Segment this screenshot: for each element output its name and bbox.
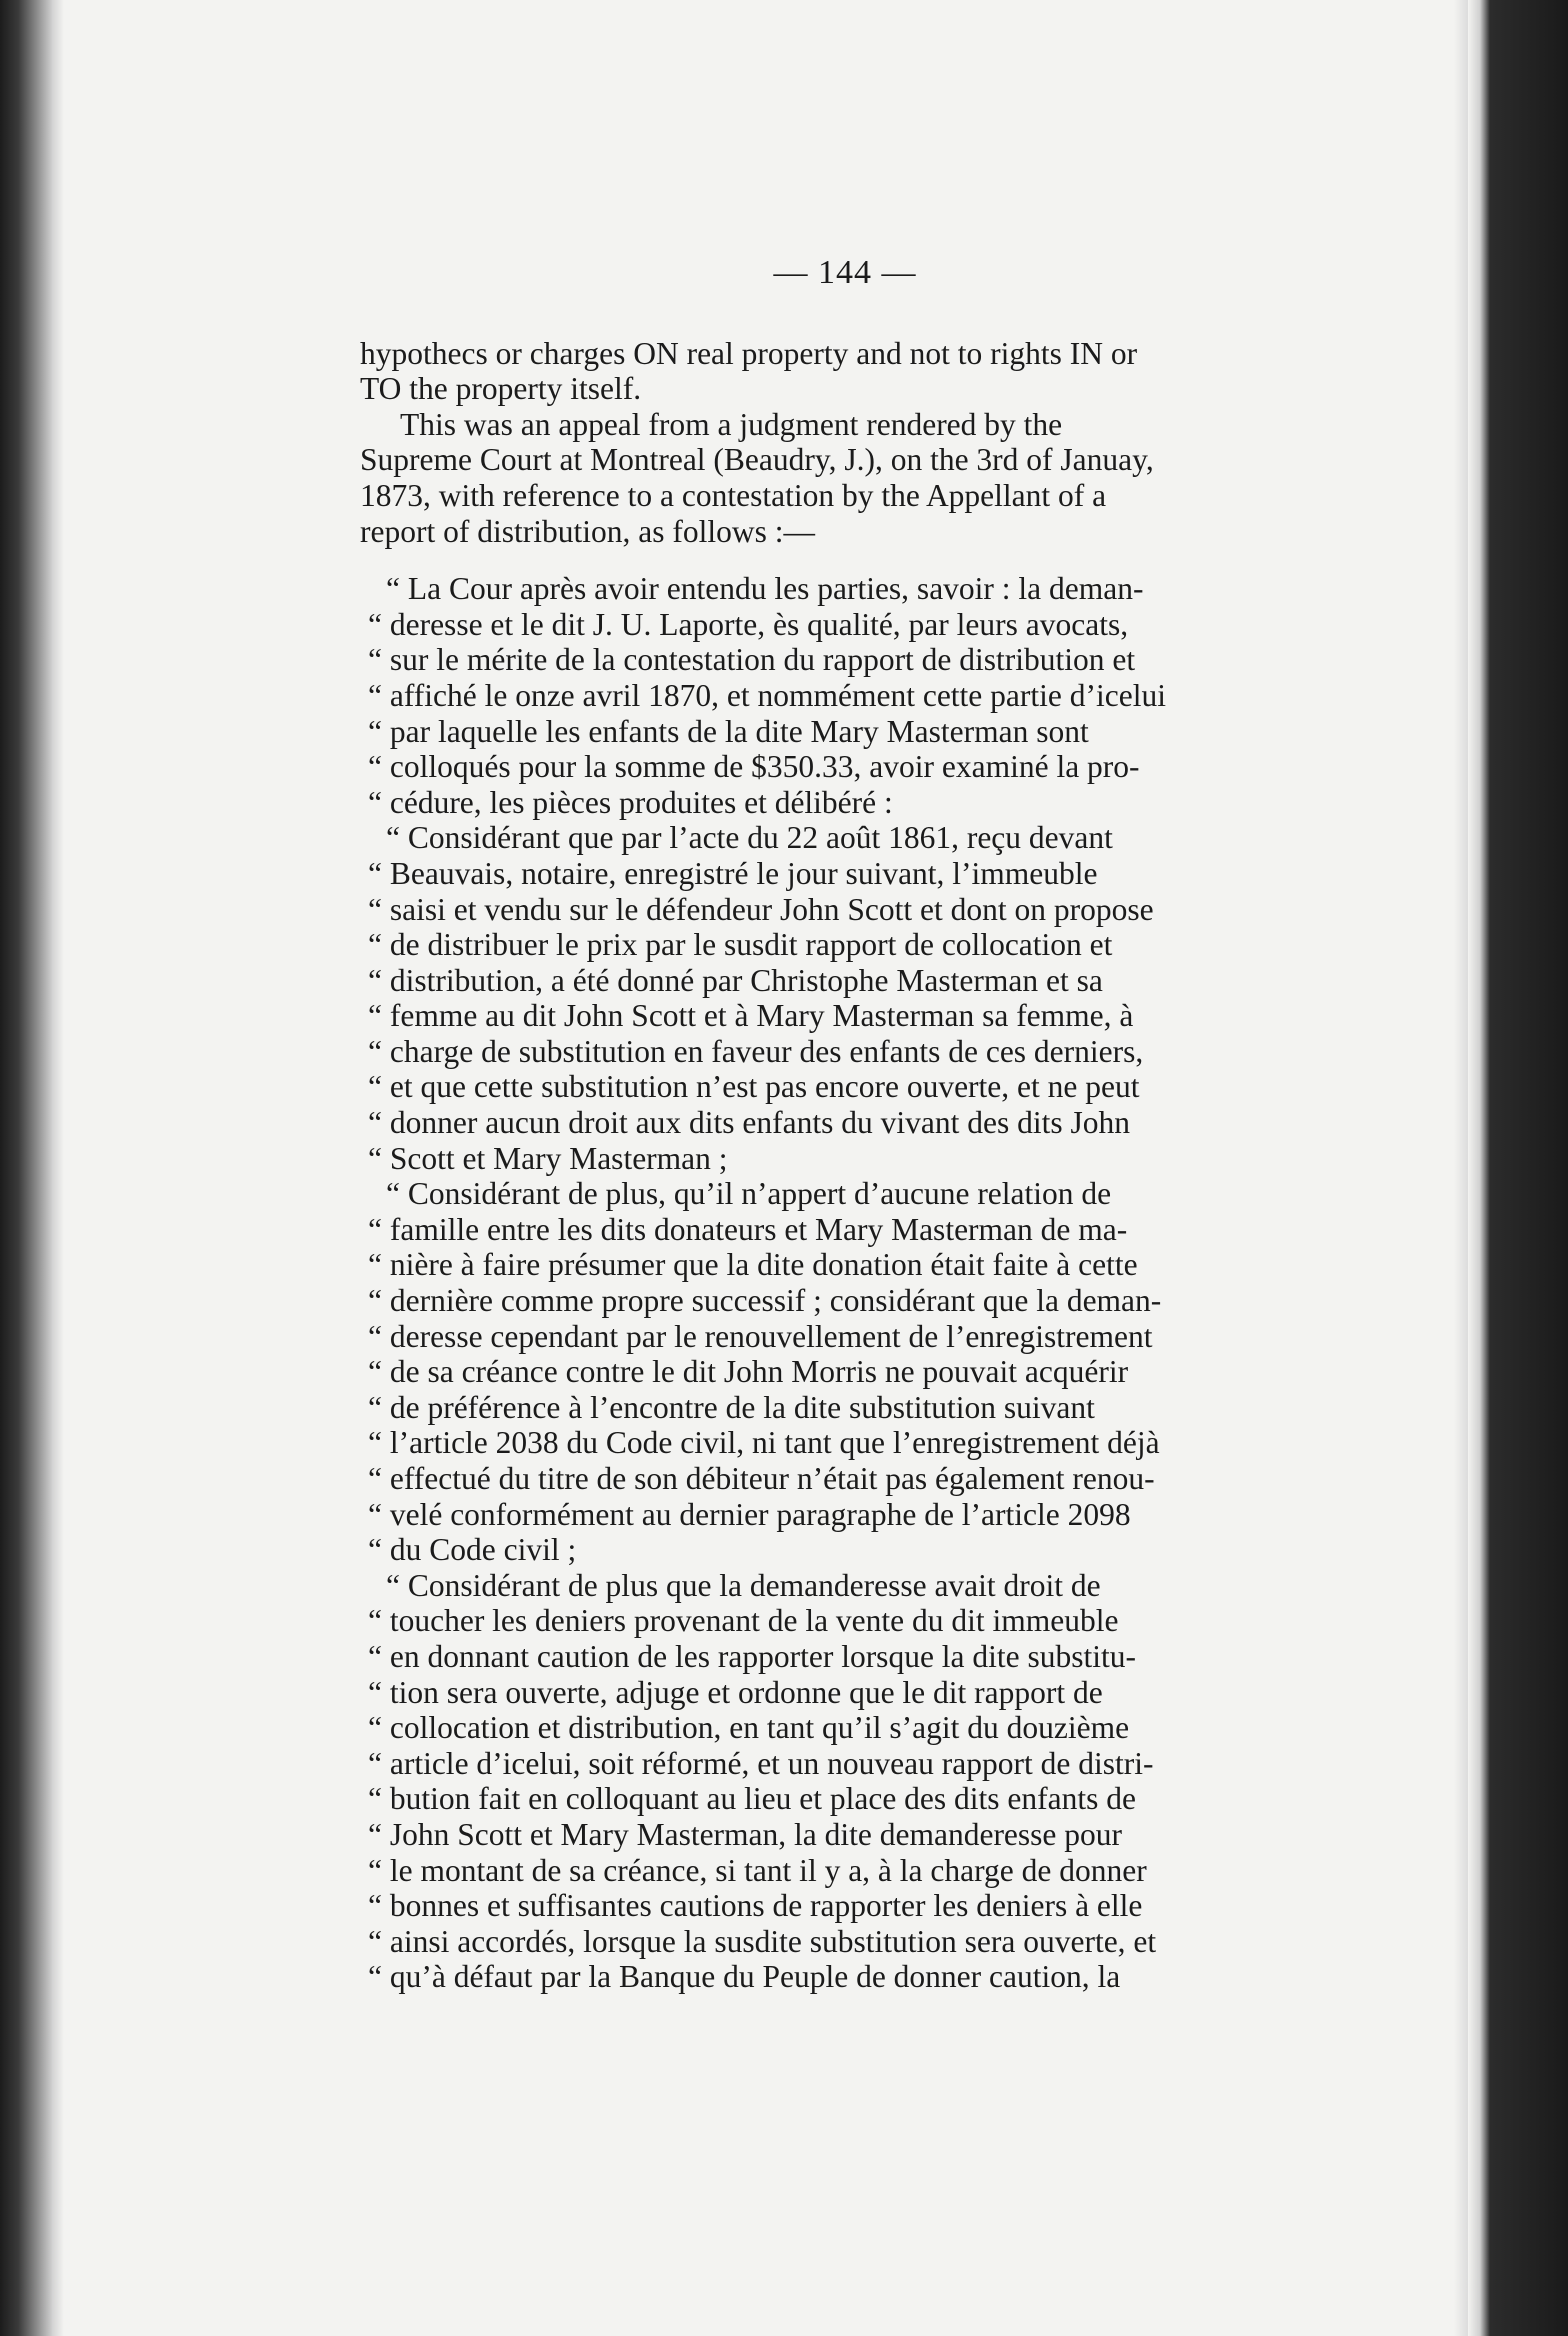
text-line: “ Scott et Mary Masterman ; [368, 1140, 728, 1176]
text-line: “ par laquelle les enfants de la dite Mary Masterman sont [368, 713, 1089, 749]
text-line: “ dernière comme propre successif ; considérant que la deman- [368, 1283, 1162, 1319]
text-line: “ tion sera ouverte, adjuge et ordonne que le dit rapport de [368, 1674, 1103, 1710]
appeal-paragraph [360, 407, 1330, 549]
book-binding-left [0, 0, 52, 2336]
text-line: hypothecs or charges ON real property and not to rights IN or [360, 335, 1138, 371]
text-line: 1873, with reference to a contestation by the Appellant of a [360, 477, 1107, 513]
text-line: “ ainsi accordés, lorsque la susdite substitution sera ouverte, et [368, 1923, 1157, 1959]
text-line: “ velé conformément au dernier paragraphe de l’article 2098 [368, 1496, 1131, 1532]
text-line: “ John Scott et Mary Masterman, la dite demanderesse pour [368, 1816, 1123, 1852]
book-binding-right [1468, 0, 1568, 2336]
page-edge-right [1454, 0, 1468, 2336]
text-line: “ charge de substitution en faveur des enfants de ces derniers, [368, 1033, 1144, 1069]
text-line: “ de distribuer le prix par le susdit rapport de collocation et [368, 927, 1113, 963]
text-line: “ le montant de sa créance, si tant il y a, à la charge de donner [368, 1852, 1147, 1888]
text-line: “ nière à faire présumer que la dite donation était faite à cette [368, 1247, 1138, 1283]
text-line: “ de préférence à l’encontre de la dite substitution suivant [368, 1389, 1095, 1425]
text-line: “ donner aucun droit aux dits enfants du vivant des dits John [368, 1105, 1130, 1141]
quotation-paragraph-4 [360, 1568, 1330, 1995]
page-number: — 144 — [773, 254, 917, 291]
text-line: “ toucher les deniers provenant de la vente du dit immeuble [368, 1603, 1119, 1639]
text-line: “ l’article 2038 du Code civil, ni tant que l’enregistrement déjà [368, 1425, 1160, 1461]
text-line: “ qu’à défaut par la Banque du Peuple de donner caution, la [368, 1959, 1121, 1995]
text-line: “ article d’icelui, soit réformé, et un nouveau rapport de distri- [368, 1745, 1154, 1781]
text-line: “ saisi et vendu sur le défendeur John Scott et dont on propose [368, 891, 1154, 927]
text-line: “ de sa créance contre le dit John Morris ne pouvait acquérir [368, 1354, 1129, 1390]
text-line: “ effectué du titre de son débiteur n’était pas également renou- [368, 1461, 1155, 1496]
text-line: “ bution fait en colloquant au lieu et place des dits enfants de [368, 1781, 1136, 1817]
intro-paragraph [360, 336, 1330, 407]
text-line: “ femme au dit John Scott et à Mary Masterman sa femme, à [368, 998, 1134, 1034]
quotation-paragraph-2 [360, 820, 1330, 1176]
text-line: “ sur le mérite de la contestation du rapport de distribution et [368, 642, 1136, 678]
page-shadow-left [52, 0, 64, 2336]
text-line: “ affiché le onze avril 1870, et nommément cette partie d’icelui [368, 677, 1166, 713]
text-line: “ La Cour après avoir entendu les parties, savoir : la deman- [386, 571, 1144, 607]
text-line: “ colloqués pour la somme de $350.33, avoir examiné la pro- [368, 749, 1140, 785]
text-line: “ Considérant de plus, qu’il n’appert d’aucune relation de [386, 1176, 1112, 1212]
text-line: “ cédure, les pièces produites et délibéré : [368, 784, 893, 820]
text-line: “ en donnant caution de les rapporter lorsque la dite substitu- [368, 1638, 1137, 1674]
text-line: Supreme Court at Montreal (Beaudry, J.), on the 3rd of Januay, [360, 442, 1154, 478]
text-line: “ deresse et le dit J. U. Laporte, ès qualité, par leurs avocats, [368, 606, 1129, 642]
text-line: “ famille entre les dits donateurs et Mary Masterman de ma- [368, 1211, 1128, 1247]
text-line: “ Considérant que par l’acte du 22 août 1861, reçu devant [386, 820, 1113, 856]
text-line: “ Considérant de plus que la demanderesse avait droit de [386, 1567, 1101, 1603]
page-text-column [360, 255, 1330, 1995]
text-line: “ deresse cependant par le renouvellement de l’enregistrement [368, 1318, 1153, 1354]
text-line: “ et que cette substitution n’est pas encore ouverte, et ne peut [368, 1069, 1140, 1105]
text-line: “ du Code civil ; [368, 1532, 577, 1568]
text-line: “ Beauvais, notaire, enregistré le jour suivant, l’immeuble [368, 855, 1098, 891]
text-line: report of distribution, as follows :— [360, 513, 815, 549]
text-line: “ collocation et distribution, en tant qu’il s’agit du douzième [368, 1710, 1130, 1746]
quotation-paragraph-3 [360, 1176, 1330, 1568]
text-line: TO the property itself. [360, 371, 642, 407]
text-line: “ bonnes et suffisantes cautions de rapporter les deniers à elle [368, 1888, 1143, 1924]
text-line: “ distribution, a été donné par Christophe Masterman et sa [368, 962, 1103, 998]
text-line: This was an appeal from a judgment rendered by the [400, 406, 1063, 442]
quotation-paragraph-1 [360, 571, 1330, 820]
